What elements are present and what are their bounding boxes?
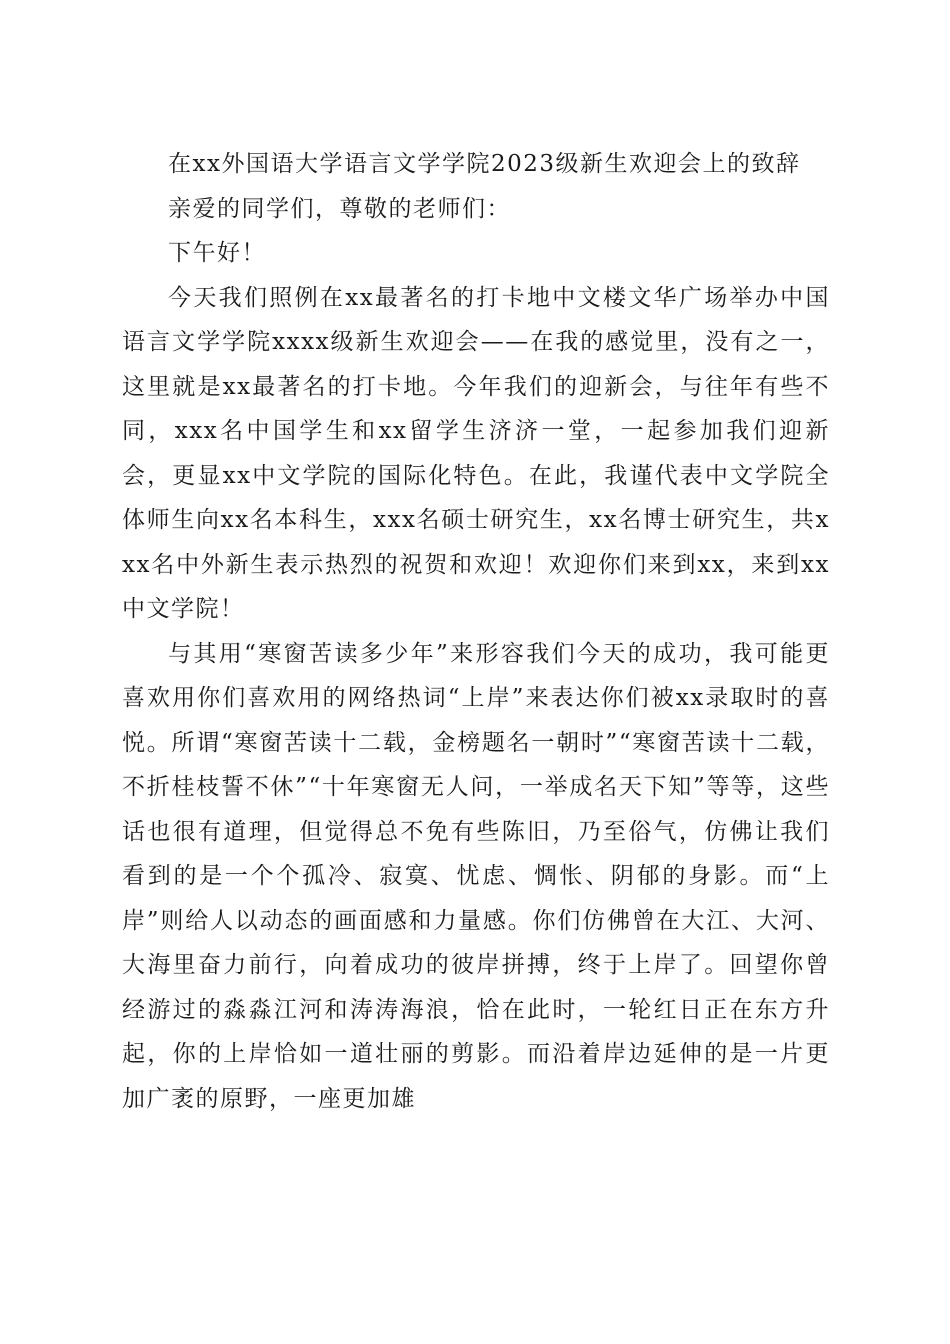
document-title: 在xx外国语大学语言文学学院2023级新生欢迎会上的致辞 bbox=[168, 151, 801, 177]
paragraph-2: 与其用“寒窗苦读多少年”来形容我们今天的成功，我可能更喜欢用你们喜欢用的网络热词“上岸”来表达你们被xx录取时的喜悦。所谓“寒窗苦读十二载，金榜题名一朝时”“寒窗苦读十二载，不折桂枝誓不休”“十年寒窗无人问，一举成名天下知”等等，这些话也很有道理，但觉得总不免有些陈旧，乃至俗气，仿佛让我们看到的是一个个孤冷、寂寞、忧虑、惆怅、阴郁的身影。而“上岸”则给人以动态的画面感和力量感。你们仿佛曾在大江、大河、大海里奋力前行，向着成功的彼岸拼搏，终于上岸了。回望你曾经游过的淼淼江河和涛涛海浪，恰在此时，一轮红日正在东方升起，你的上岸恰如一道壮丽的剪影。而沿着岸边延伸的是一片更加广袤的原野，一座更加雄 bbox=[122, 640, 830, 1112]
greeting: 下午好！ bbox=[168, 240, 266, 266]
salutation: 亲爱的同学们，尊敬的老师们： bbox=[168, 195, 511, 222]
paragraph-1: 今天我们照例在xx最著名的打卡地中文楼文华广场举办中国语言文学学院xxxx级新生欢迎会——在我的感觉里，没有之一，这里就是xx最著名的打卡地。今年我们的迎新会，与往年有些不同，xxx名中国学生和xx留学生济济一堂，一起参加我们迎新会，更显xx中文学院的国际化特色。在此，我谨代表中文学院全体师生向xx名本科生，xxx名硕士研究生，xx名博士研究生，共xxx名中外新生表示热烈的祝贺和欢迎！欢迎你们来到xx，来到xx中文学院！ bbox=[122, 284, 830, 622]
document-body bbox=[122, 142, 830, 1121]
